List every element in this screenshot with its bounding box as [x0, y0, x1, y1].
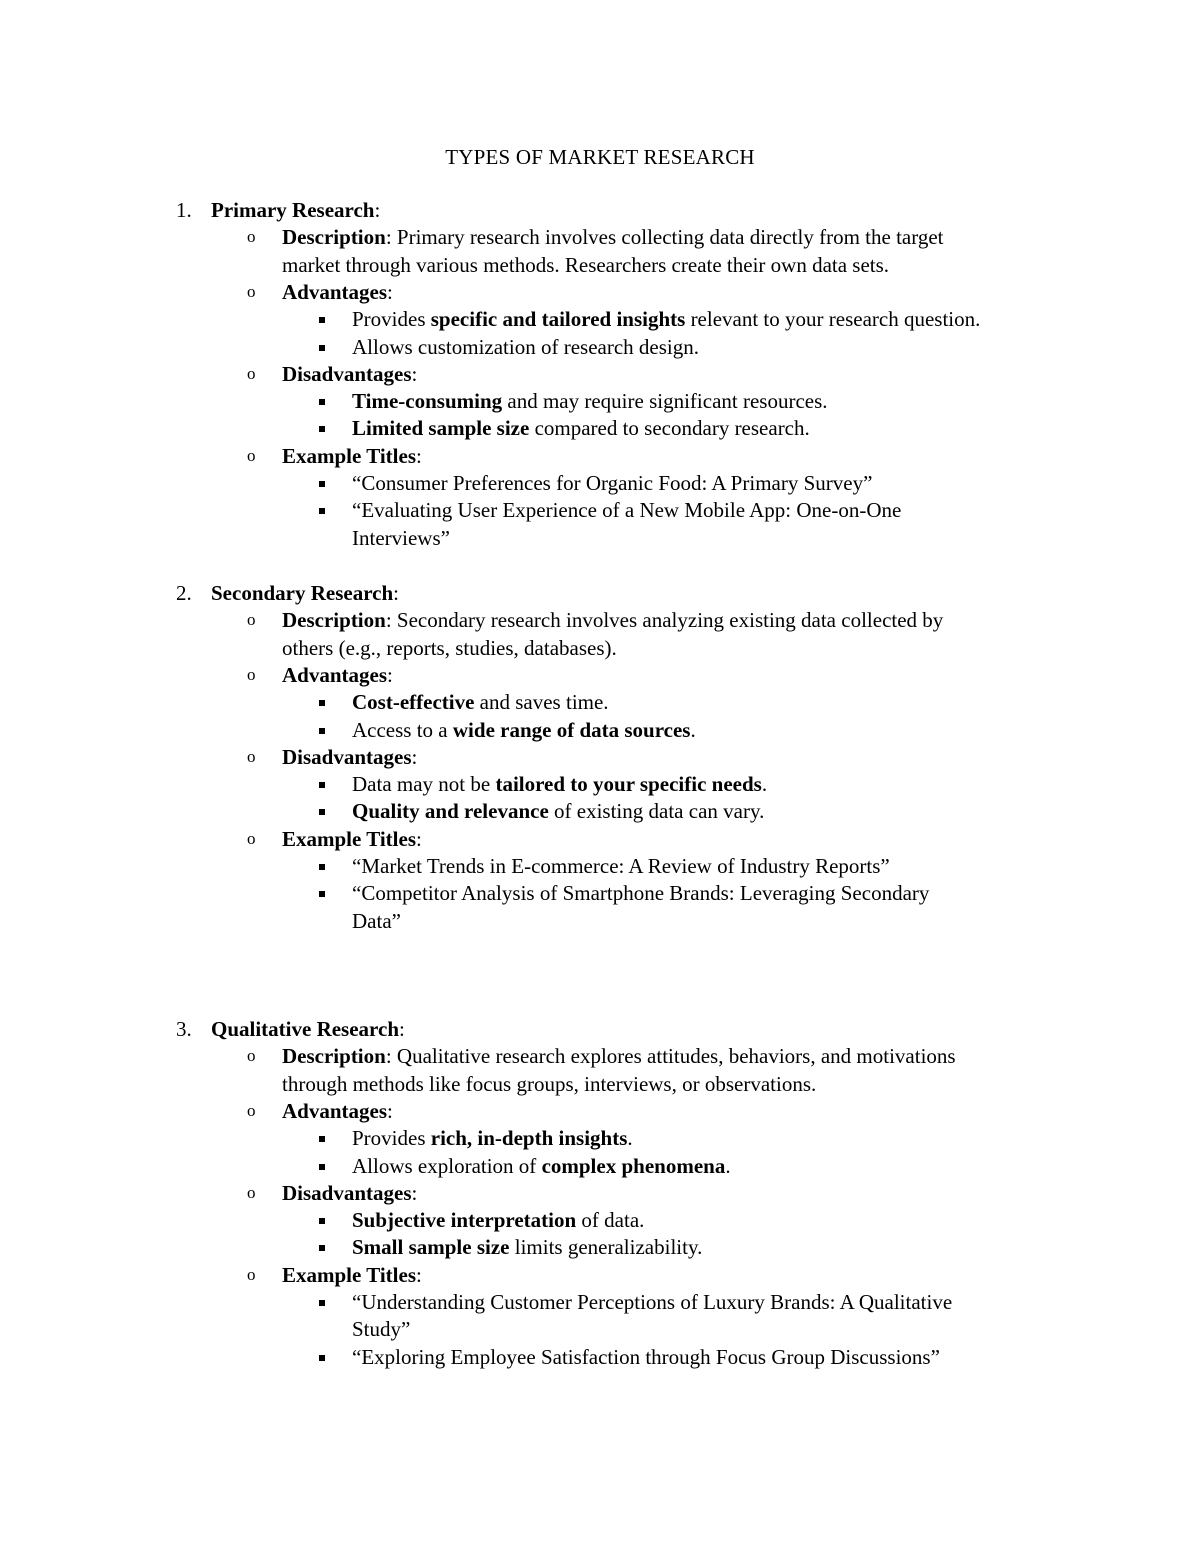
section-3-advantages-item-2: [352, 1153, 731, 1180]
section-3-disadvantages-item-2-bold: Small sample size: [352, 1235, 510, 1260]
section-2-examples-label-text: Example Titles: [282, 826, 416, 851]
section-1-advantages-item-2-text: Allows customization of research design.: [352, 334, 699, 359]
section-2-description-label: [282, 607, 943, 634]
section-1-examples-colon: :: [416, 443, 422, 468]
section-2-description-label-text: Description: [282, 608, 386, 633]
section-3-advantages-item-2-text: Allows exploration of: [352, 1153, 542, 1178]
section-1-heading: [211, 197, 380, 224]
section-1-disadvantages-item-1-tail: and may require significant resources.: [502, 389, 828, 414]
section-2-advantages-item-2-text: Access to a: [352, 717, 453, 742]
section-2-advantages-label: [282, 662, 393, 689]
section-3-description-label: [282, 1043, 956, 1070]
section-2-disadvantages-colon: :: [411, 744, 418, 769]
section-1-number: 1.: [176, 198, 192, 222]
section-1-advantages-square-bullet-2: [319, 345, 325, 351]
section-2-disadvantages-item-1-tail: .: [761, 772, 768, 797]
section-3-heading-name: Qualitative Research: [211, 1017, 399, 1041]
section-2-disadvantages-item-1: [352, 771, 767, 798]
section-3-example-1-line-1: “Understanding Customer Perceptions of Luxury Brands: A Qualitative: [352, 1290, 953, 1314]
section-1-examples-bullet: o: [247, 445, 256, 465]
section-1-disadvantages-colon: :: [411, 361, 418, 386]
section-2-advantages-item-2-bold: wide range of data sources: [452, 717, 691, 742]
section-1-advantages-item-1-tail: relevant to your research question.: [685, 307, 981, 332]
section-3-advantages-square-bullet-1: [319, 1136, 325, 1142]
section-1-disadvantages-item-2-tail: compared to secondary research.: [529, 416, 810, 441]
section-2-disadvantages-item-1-bold: tailored to your specific needs: [495, 772, 762, 797]
section-2-advantages-square-bullet-2: [319, 728, 325, 734]
section-2-description-line-2: others (e.g., reports, studies, databases).: [282, 635, 617, 660]
section-3-example-1-line-2: Study”: [352, 1317, 411, 1342]
section-2-advantages-item-1-bold: Cost-effective: [352, 690, 475, 715]
section-2-advantages-colon: :: [387, 662, 393, 687]
section-2-disadvantages-item-2-bold: Quality and relevance: [352, 799, 549, 824]
section-2-advantages-item-1-tail: and saves time.: [474, 690, 609, 715]
section-3-advantages-item-2-bold: complex phenomena: [541, 1153, 726, 1178]
section-1-advantages-item-1-text: Provides: [352, 307, 431, 332]
section-3-disadvantages-item-1-bold: Subjective interpretation: [352, 1208, 577, 1233]
section-2-disadvantages-item-2-tail: of existing data can vary.: [548, 799, 765, 824]
section-3-examples-bullet: o: [247, 1264, 256, 1284]
section-3-heading-colon: :: [399, 1017, 405, 1041]
section-2-examples-bullet: o: [247, 828, 256, 848]
section-1-examples-label-text: Example Titles: [282, 443, 416, 468]
section-2-example-2-line-1: “Competitor Analysis of Smartphone Brands: Leveraging Secondary: [352, 881, 930, 906]
section-3-description-bullet: o: [247, 1046, 256, 1066]
section-2-description-bullet: o: [247, 610, 256, 630]
section-3-disadvantages-item-1-tail: of data.: [576, 1208, 645, 1233]
section-1-description-line-1: : Primary research involves collecting data directly from the target: [385, 225, 944, 250]
page-title: TYPES OF MARKET RESEARCH: [445, 145, 755, 169]
section-2-examples-label: [282, 826, 422, 853]
section-1-advantages-square-bullet-1: [319, 317, 325, 323]
section-2-disadvantages-label: [282, 744, 417, 771]
section-2-heading-name: Secondary Research: [211, 581, 394, 605]
section-1-description-label: [282, 224, 944, 251]
section-1-example-2-line-1: “Evaluating User Experience of a New Mobile App: One-on-One: [352, 498, 902, 523]
section-3-advantages-item-1-bold: rich, in-depth insights: [430, 1126, 628, 1151]
section-2-examples-colon: :: [416, 826, 422, 851]
section-1-examples-label: [282, 443, 422, 470]
section-2-advantages-label-text: Advantages: [282, 662, 388, 687]
section-3-advantages-item-2-tail: .: [725, 1153, 731, 1178]
section-1-advantages-item-1: [352, 306, 980, 333]
section-1-heading-colon: :: [374, 198, 381, 222]
section-2-disadvantages-square-bullet-1: [319, 782, 325, 788]
section-3-description-line-2: through methods like focus groups, interviews, or observations.: [282, 1071, 817, 1096]
section-2-advantages-item-1: [352, 689, 609, 716]
section-3-examples-label-text: Example Titles: [282, 1262, 416, 1287]
section-1-advantages-item-2: [352, 334, 699, 361]
section-1-disadvantages-bullet: o: [247, 363, 256, 383]
section-1-disadvantages-label-text: Disadvantages: [282, 361, 412, 386]
section-2-disadvantages-item-2: [352, 798, 764, 825]
section-1-description-bullet: o: [247, 227, 256, 247]
section-1-disadvantages-item-1: [352, 388, 828, 415]
section-3-advantages-bullet: o: [247, 1100, 256, 1120]
section-3-advantages-item-1-tail: .: [627, 1126, 633, 1151]
section-2-example-2-line-2: Data”: [352, 908, 401, 933]
section-3-disadvantages-square-bullet-2: [319, 1245, 325, 1251]
section-3-disadvantages-label: [282, 1180, 417, 1207]
section-1-description-line-2: market through various methods. Researchers create their own data sets.: [282, 252, 890, 277]
section-3-advantages-item-1-text: Provides: [352, 1126, 431, 1151]
section-1-advantages-bullet: o: [247, 281, 256, 301]
section-2-number: 2.: [176, 581, 192, 605]
section-1-disadvantages-item-1-bold: Time-consuming: [352, 389, 503, 414]
section-1-examples-square-bullet-2: [319, 508, 325, 514]
section-3-advantages-label-text: Advantages: [282, 1098, 388, 1123]
section-1-description-label-text: Description: [282, 225, 386, 250]
section-3-description-line-1: : Qualitative research explores attitudes, behaviors, and motivations: [385, 1044, 956, 1069]
section-2-advantages-bullet: o: [247, 664, 256, 684]
section-3-examples-label: [282, 1262, 422, 1289]
section-3-advantages-colon: :: [387, 1098, 393, 1123]
section-1-heading-name: Primary Research: [211, 198, 375, 222]
section-2-disadvantages-bullet: o: [247, 746, 256, 766]
section-1-advantages-label: [282, 279, 393, 306]
section-3-advantages-label: [282, 1098, 393, 1125]
section-2-disadvantages-label-text: Disadvantages: [282, 744, 412, 769]
section-1-disadvantages-item-2-bold: Limited sample size: [352, 416, 530, 441]
section-2-example-1-line-1: “Market Trends in E-commerce: A Review of Industry Reports”: [352, 854, 890, 878]
section-1-example-2-line-2: Interviews”: [352, 525, 450, 550]
section-3-number: 3.: [176, 1017, 192, 1041]
section-3-disadvantages-item-2: [352, 1234, 702, 1261]
section-3-disadvantages-square-bullet-1: [319, 1218, 325, 1224]
section-3-examples-square-bullet-2: [319, 1355, 325, 1361]
section-2-advantages-item-2: [352, 717, 696, 744]
section-3-advantages-square-bullet-2: [319, 1164, 325, 1170]
section-1-disadvantages-item-2: [352, 415, 810, 442]
section-3-examples-square-bullet-1: [319, 1300, 325, 1306]
section-1-disadvantages-square-bullet-2: [319, 426, 325, 432]
section-3-disadvantages-bullet: o: [247, 1182, 256, 1202]
section-1-disadvantages-square-bullet-1: [319, 399, 325, 405]
section-2-heading: [211, 580, 399, 607]
section-3-advantages-item-1: [352, 1125, 633, 1152]
section-1-disadvantages-label: [282, 361, 417, 388]
section-1-examples-square-bullet-1: [319, 481, 325, 487]
section-3-disadvantages-label-text: Disadvantages: [282, 1180, 412, 1205]
section-3-example-2-line-1: “Exploring Employee Satisfaction through Focus Group Discussions”: [352, 1344, 940, 1369]
section-2-disadvantages-square-bullet-2: [319, 809, 325, 815]
section-1-advantages-colon: :: [387, 279, 393, 304]
section-2-heading-colon: :: [393, 581, 400, 605]
section-3-description-label-text: Description: [282, 1044, 386, 1069]
section-2-examples-square-bullet-2: [319, 891, 325, 897]
section-1-advantages-item-1-bold: specific and tailored insights: [430, 307, 686, 332]
section-1-advantages-label-text: Advantages: [282, 279, 388, 304]
section-2-advantages-square-bullet-1: [319, 700, 325, 706]
section-2-advantages-item-2-tail: .: [690, 717, 696, 742]
section-1-example-1-line-1: “Consumer Preferences for Organic Food: A Primary Survey”: [352, 471, 873, 495]
section-3-disadvantages-item-2-tail: limits generalizability.: [509, 1235, 703, 1260]
section-3-heading: [211, 1016, 405, 1043]
section-2-disadvantages-item-1-text: Data may not be: [352, 772, 496, 797]
section-2-description-line-1: : Secondary research involves analyzing existing data collected by: [385, 608, 944, 633]
section-3-disadvantages-colon: :: [411, 1180, 418, 1205]
section-3-examples-colon: :: [416, 1262, 422, 1287]
section-3-disadvantages-item-1: [352, 1207, 644, 1234]
section-2-examples-square-bullet-1: [319, 864, 325, 870]
